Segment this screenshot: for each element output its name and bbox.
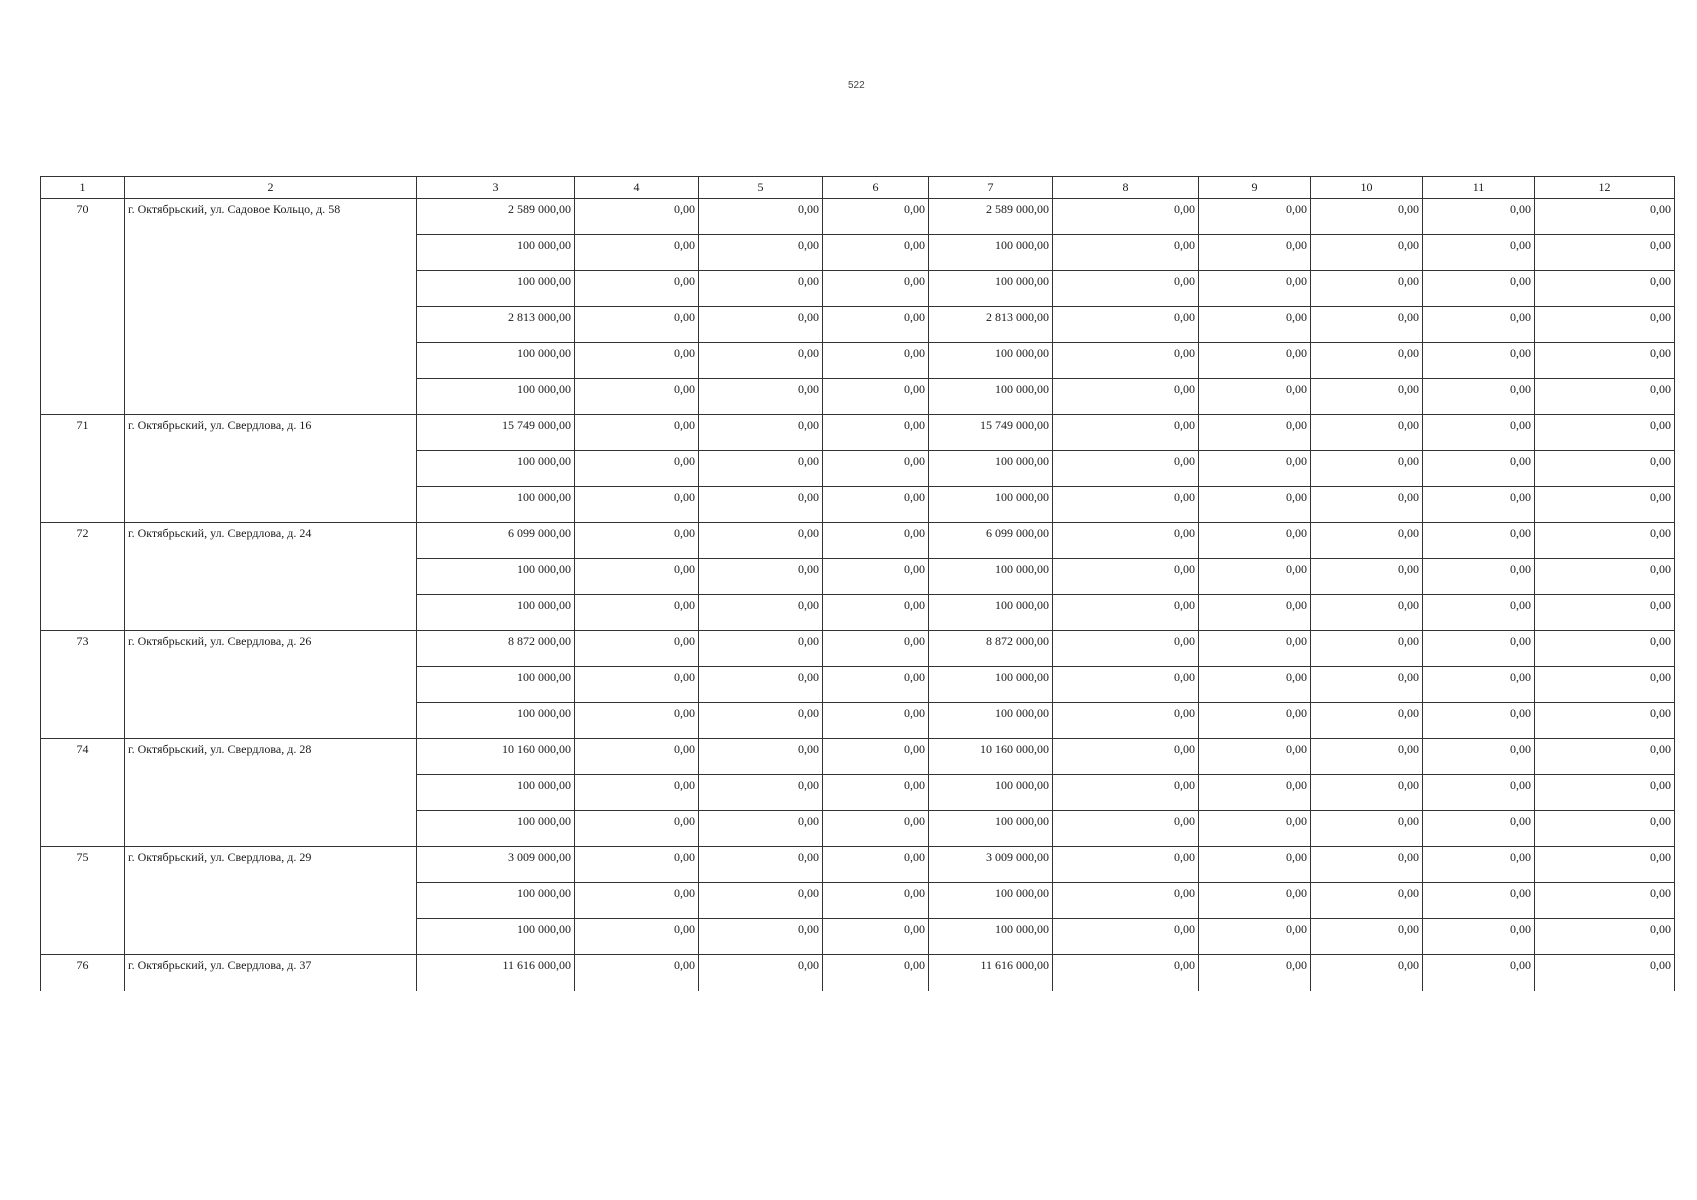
amount-cell: 100 000,00 (417, 703, 575, 739)
amount-cell: 0,00 (575, 883, 699, 919)
amount-cell: 0,00 (1053, 379, 1199, 415)
amount-cell: 0,00 (1423, 199, 1535, 235)
amount-cell: 0,00 (823, 811, 929, 847)
table-row (41, 739, 1675, 775)
amount-cell: 0,00 (1199, 451, 1311, 487)
amount-cell: 100 000,00 (417, 883, 575, 919)
amount-cell: 100 000,00 (929, 811, 1053, 847)
amount-cell: 100 000,00 (417, 487, 575, 523)
amount-cell: 0,00 (823, 847, 929, 883)
amount-cell: 0,00 (1311, 667, 1423, 703)
amount-cell: 0,00 (1311, 415, 1423, 451)
amount-cell: 0,00 (699, 235, 823, 271)
amount-cell: 0,00 (575, 775, 699, 811)
amount-cell: 0,00 (823, 775, 929, 811)
amount-cell: 0,00 (1053, 883, 1199, 919)
amount-cell: 0,00 (1535, 235, 1675, 271)
amount-cell: 0,00 (1311, 199, 1423, 235)
amount-cell: 0,00 (823, 451, 929, 487)
amount-cell: 0,00 (1535, 271, 1675, 307)
amount-cell: 0,00 (699, 343, 823, 379)
amount-cell: 0,00 (823, 235, 929, 271)
amount-cell: 100 000,00 (929, 451, 1053, 487)
amount-cell: 0,00 (823, 919, 929, 955)
amount-cell: 0,00 (1199, 415, 1311, 451)
amount-cell: 0,00 (1053, 415, 1199, 451)
amount-cell: 0,00 (1423, 451, 1535, 487)
amount-cell: 0,00 (699, 775, 823, 811)
amount-cell: 0,00 (699, 451, 823, 487)
amount-cell: 0,00 (1423, 559, 1535, 595)
amount-cell: 0,00 (1423, 415, 1535, 451)
amount-cell: 0,00 (823, 379, 929, 415)
amount-cell: 0,00 (1423, 487, 1535, 523)
amount-cell: 3 009 000,00 (929, 847, 1053, 883)
amount-cell: 0,00 (1311, 235, 1423, 271)
amount-cell: 0,00 (1053, 667, 1199, 703)
column-header: 6 (823, 177, 929, 199)
amount-cell: 0,00 (1423, 523, 1535, 559)
amount-cell: 100 000,00 (417, 379, 575, 415)
amount-cell: 0,00 (699, 847, 823, 883)
column-header: 9 (1199, 177, 1311, 199)
table-body (41, 177, 1675, 991)
amount-cell: 0,00 (1199, 811, 1311, 847)
row-number: 76 (41, 955, 125, 991)
column-header: 3 (417, 177, 575, 199)
amount-cell: 0,00 (1423, 847, 1535, 883)
table-row (41, 955, 1675, 991)
amount-cell: 0,00 (823, 631, 929, 667)
amount-cell: 0,00 (1053, 631, 1199, 667)
amount-cell: 100 000,00 (929, 595, 1053, 631)
column-header: 12 (1535, 177, 1675, 199)
amount-cell: 0,00 (699, 739, 823, 775)
amount-cell: 100 000,00 (929, 775, 1053, 811)
amount-cell: 0,00 (1311, 559, 1423, 595)
amount-cell: 0,00 (1535, 343, 1675, 379)
amount-cell: 100 000,00 (417, 451, 575, 487)
amount-cell: 100 000,00 (417, 271, 575, 307)
row-number: 74 (41, 739, 125, 847)
address-cell: г. Октябрьский, ул. Свердлова, д. 28 (125, 739, 417, 847)
amount-cell: 0,00 (1199, 379, 1311, 415)
amount-cell: 0,00 (1199, 523, 1311, 559)
amount-cell: 0,00 (575, 379, 699, 415)
amount-cell: 2 589 000,00 (417, 199, 575, 235)
amount-cell: 0,00 (823, 559, 929, 595)
amount-cell: 0,00 (1053, 919, 1199, 955)
amount-cell: 0,00 (1053, 559, 1199, 595)
amount-cell: 0,00 (1535, 739, 1675, 775)
amount-cell: 100 000,00 (929, 487, 1053, 523)
amount-cell: 0,00 (823, 271, 929, 307)
column-header: 11 (1423, 177, 1535, 199)
row-number: 72 (41, 523, 125, 631)
column-header: 1 (41, 177, 125, 199)
amount-cell: 0,00 (1423, 667, 1535, 703)
amount-cell: 0,00 (575, 235, 699, 271)
amount-cell: 0,00 (1053, 307, 1199, 343)
amount-cell: 0,00 (575, 415, 699, 451)
row-number: 75 (41, 847, 125, 955)
amount-cell: 100 000,00 (929, 919, 1053, 955)
amount-cell: 0,00 (1053, 775, 1199, 811)
amount-cell: 100 000,00 (929, 667, 1053, 703)
amount-cell: 0,00 (1053, 811, 1199, 847)
amount-cell: 100 000,00 (929, 883, 1053, 919)
column-header: 5 (699, 177, 823, 199)
amount-cell: 6 099 000,00 (929, 523, 1053, 559)
amount-cell: 0,00 (823, 739, 929, 775)
amount-cell: 0,00 (823, 883, 929, 919)
amount-cell: 0,00 (823, 307, 929, 343)
amount-cell: 11 616 000,00 (929, 955, 1053, 991)
address-cell: г. Октябрьский, ул. Свердлова, д. 16 (125, 415, 417, 523)
address-cell: г. Октябрьский, ул. Свердлова, д. 24 (125, 523, 417, 631)
column-header: 10 (1311, 177, 1423, 199)
amount-cell: 0,00 (575, 271, 699, 307)
amount-cell: 0,00 (1423, 271, 1535, 307)
amount-cell: 0,00 (823, 595, 929, 631)
amount-cell: 0,00 (1423, 235, 1535, 271)
amount-cell: 100 000,00 (417, 235, 575, 271)
amount-cell: 0,00 (575, 343, 699, 379)
amount-cell: 0,00 (1053, 847, 1199, 883)
amount-cell: 10 160 000,00 (417, 739, 575, 775)
amount-cell: 0,00 (699, 883, 823, 919)
amount-cell: 0,00 (1199, 667, 1311, 703)
amount-cell: 100 000,00 (929, 343, 1053, 379)
amount-cell: 0,00 (1199, 595, 1311, 631)
amount-cell: 0,00 (575, 523, 699, 559)
amount-cell: 0,00 (1311, 811, 1423, 847)
amount-cell: 0,00 (1053, 487, 1199, 523)
column-header: 7 (929, 177, 1053, 199)
amount-cell: 0,00 (1311, 955, 1423, 991)
amount-cell: 0,00 (1535, 667, 1675, 703)
amount-cell: 0,00 (1535, 415, 1675, 451)
amount-cell: 15 749 000,00 (929, 415, 1053, 451)
amount-cell: 0,00 (1311, 451, 1423, 487)
amount-cell: 0,00 (823, 415, 929, 451)
amount-cell: 0,00 (575, 703, 699, 739)
amount-cell: 8 872 000,00 (417, 631, 575, 667)
address-cell: г. Октябрьский, ул. Свердлова, д. 37 (125, 955, 417, 991)
amount-cell: 0,00 (1535, 847, 1675, 883)
amount-cell: 0,00 (1535, 487, 1675, 523)
amount-cell: 0,00 (1311, 271, 1423, 307)
amount-cell: 0,00 (699, 703, 823, 739)
address-cell: г. Октябрьский, ул. Свердлова, д. 29 (125, 847, 417, 955)
amount-cell: 100 000,00 (417, 811, 575, 847)
amount-cell: 0,00 (1423, 631, 1535, 667)
amount-cell: 0,00 (1053, 235, 1199, 271)
amount-cell: 0,00 (575, 487, 699, 523)
amount-cell: 100 000,00 (417, 919, 575, 955)
amount-cell: 0,00 (1535, 451, 1675, 487)
amount-cell: 0,00 (1311, 343, 1423, 379)
amount-cell: 0,00 (575, 739, 699, 775)
amount-cell: 0,00 (823, 523, 929, 559)
amount-cell: 100 000,00 (929, 703, 1053, 739)
amount-cell: 0,00 (1535, 919, 1675, 955)
amount-cell: 0,00 (1423, 919, 1535, 955)
row-number: 73 (41, 631, 125, 739)
amount-cell: 0,00 (1535, 379, 1675, 415)
amount-cell: 8 872 000,00 (929, 631, 1053, 667)
column-header: 4 (575, 177, 699, 199)
amount-cell: 0,00 (1053, 739, 1199, 775)
amount-cell: 0,00 (575, 559, 699, 595)
amount-cell: 0,00 (1311, 307, 1423, 343)
budget-table (40, 176, 1675, 991)
table-row (41, 523, 1675, 559)
amount-cell: 0,00 (699, 415, 823, 451)
amount-cell: 0,00 (1199, 775, 1311, 811)
amount-cell: 0,00 (1311, 883, 1423, 919)
column-header: 2 (125, 177, 417, 199)
amount-cell: 0,00 (1199, 739, 1311, 775)
amount-cell: 0,00 (1423, 595, 1535, 631)
amount-cell: 0,00 (823, 703, 929, 739)
amount-cell: 0,00 (699, 919, 823, 955)
amount-cell: 0,00 (699, 631, 823, 667)
amount-cell: 0,00 (699, 955, 823, 991)
amount-cell: 0,00 (1535, 811, 1675, 847)
amount-cell: 0,00 (823, 487, 929, 523)
amount-cell: 0,00 (1535, 307, 1675, 343)
amount-cell: 0,00 (1535, 955, 1675, 991)
amount-cell: 0,00 (823, 199, 929, 235)
amount-cell: 2 589 000,00 (929, 199, 1053, 235)
amount-cell: 0,00 (699, 523, 823, 559)
amount-cell: 0,00 (1423, 811, 1535, 847)
amount-cell: 100 000,00 (417, 775, 575, 811)
amount-cell: 0,00 (1423, 775, 1535, 811)
amount-cell: 0,00 (1199, 883, 1311, 919)
amount-cell: 0,00 (1423, 379, 1535, 415)
amount-cell: 0,00 (575, 307, 699, 343)
amount-cell: 100 000,00 (417, 559, 575, 595)
amount-cell: 0,00 (1535, 199, 1675, 235)
table-row (41, 415, 1675, 451)
amount-cell: 0,00 (575, 919, 699, 955)
amount-cell: 0,00 (1311, 919, 1423, 955)
amount-cell: 0,00 (1199, 919, 1311, 955)
amount-cell: 0,00 (1311, 379, 1423, 415)
amount-cell: 0,00 (1199, 487, 1311, 523)
amount-cell: 0,00 (575, 847, 699, 883)
row-number: 71 (41, 415, 125, 523)
column-header: 8 (1053, 177, 1199, 199)
amount-cell: 10 160 000,00 (929, 739, 1053, 775)
amount-cell: 0,00 (699, 559, 823, 595)
amount-cell: 0,00 (1535, 631, 1675, 667)
table-row (41, 199, 1675, 235)
amount-cell: 100 000,00 (417, 667, 575, 703)
amount-cell: 0,00 (1423, 343, 1535, 379)
amount-cell: 0,00 (699, 307, 823, 343)
amount-cell: 3 009 000,00 (417, 847, 575, 883)
amount-cell: 0,00 (1053, 523, 1199, 559)
amount-cell: 0,00 (1053, 271, 1199, 307)
amount-cell: 0,00 (1423, 307, 1535, 343)
amount-cell: 0,00 (699, 811, 823, 847)
amount-cell: 0,00 (1535, 523, 1675, 559)
amount-cell: 0,00 (575, 955, 699, 991)
amount-cell: 0,00 (699, 487, 823, 523)
amount-cell: 0,00 (1053, 199, 1199, 235)
amount-cell: 0,00 (1311, 631, 1423, 667)
amount-cell: 0,00 (1199, 631, 1311, 667)
amount-cell: 0,00 (1199, 703, 1311, 739)
row-number: 70 (41, 199, 125, 415)
amount-cell: 0,00 (1053, 451, 1199, 487)
amount-cell: 11 616 000,00 (417, 955, 575, 991)
amount-cell: 0,00 (1311, 595, 1423, 631)
amount-cell: 0,00 (823, 667, 929, 703)
amount-cell: 0,00 (575, 667, 699, 703)
column-header-row (41, 177, 1675, 199)
table-row (41, 847, 1675, 883)
amount-cell: 0,00 (1053, 343, 1199, 379)
amount-cell: 0,00 (699, 379, 823, 415)
amount-cell: 0,00 (1199, 307, 1311, 343)
amount-cell: 0,00 (1199, 847, 1311, 883)
amount-cell: 100 000,00 (417, 343, 575, 379)
amount-cell: 0,00 (1423, 703, 1535, 739)
amount-cell: 0,00 (1535, 595, 1675, 631)
amount-cell: 100 000,00 (929, 271, 1053, 307)
amount-cell: 0,00 (1199, 235, 1311, 271)
amount-cell: 0,00 (823, 955, 929, 991)
amount-cell: 0,00 (1423, 883, 1535, 919)
amount-cell: 100 000,00 (417, 595, 575, 631)
amount-cell: 0,00 (575, 595, 699, 631)
amount-cell: 0,00 (1311, 775, 1423, 811)
amount-cell: 0,00 (1053, 595, 1199, 631)
amount-cell: 0,00 (1535, 559, 1675, 595)
table-row (41, 631, 1675, 667)
amount-cell: 0,00 (1311, 487, 1423, 523)
amount-cell: 2 813 000,00 (417, 307, 575, 343)
amount-cell: 0,00 (1535, 883, 1675, 919)
page-number: 522 (848, 80, 865, 91)
amount-cell: 0,00 (575, 451, 699, 487)
amount-cell: 15 749 000,00 (417, 415, 575, 451)
amount-cell: 0,00 (1311, 847, 1423, 883)
amount-cell: 0,00 (1199, 955, 1311, 991)
amount-cell: 0,00 (699, 667, 823, 703)
amount-cell: 0,00 (1311, 739, 1423, 775)
amount-cell: 0,00 (1199, 343, 1311, 379)
amount-cell: 0,00 (1311, 523, 1423, 559)
amount-cell: 0,00 (1199, 559, 1311, 595)
amount-cell: 0,00 (1199, 271, 1311, 307)
amount-cell: 0,00 (1423, 739, 1535, 775)
amount-cell: 0,00 (699, 199, 823, 235)
amount-cell: 0,00 (575, 811, 699, 847)
amount-cell: 0,00 (575, 631, 699, 667)
amount-cell: 0,00 (1199, 199, 1311, 235)
amount-cell: 100 000,00 (929, 559, 1053, 595)
amount-cell: 100 000,00 (929, 379, 1053, 415)
amount-cell: 0,00 (575, 199, 699, 235)
amount-cell: 0,00 (1423, 955, 1535, 991)
address-cell: г. Октябрьский, ул. Свердлова, д. 26 (125, 631, 417, 739)
amount-cell: 0,00 (1535, 703, 1675, 739)
amount-cell: 0,00 (699, 595, 823, 631)
amount-cell: 0,00 (1053, 955, 1199, 991)
amount-cell: 0,00 (823, 343, 929, 379)
amount-cell: 2 813 000,00 (929, 307, 1053, 343)
amount-cell: 0,00 (1535, 775, 1675, 811)
amount-cell: 100 000,00 (929, 235, 1053, 271)
amount-cell: 0,00 (699, 271, 823, 307)
amount-cell: 0,00 (1311, 703, 1423, 739)
address-cell: г. Октябрьский, ул. Садовое Кольцо, д. 58 (125, 199, 417, 415)
amount-cell: 0,00 (1053, 703, 1199, 739)
amount-cell: 6 099 000,00 (417, 523, 575, 559)
